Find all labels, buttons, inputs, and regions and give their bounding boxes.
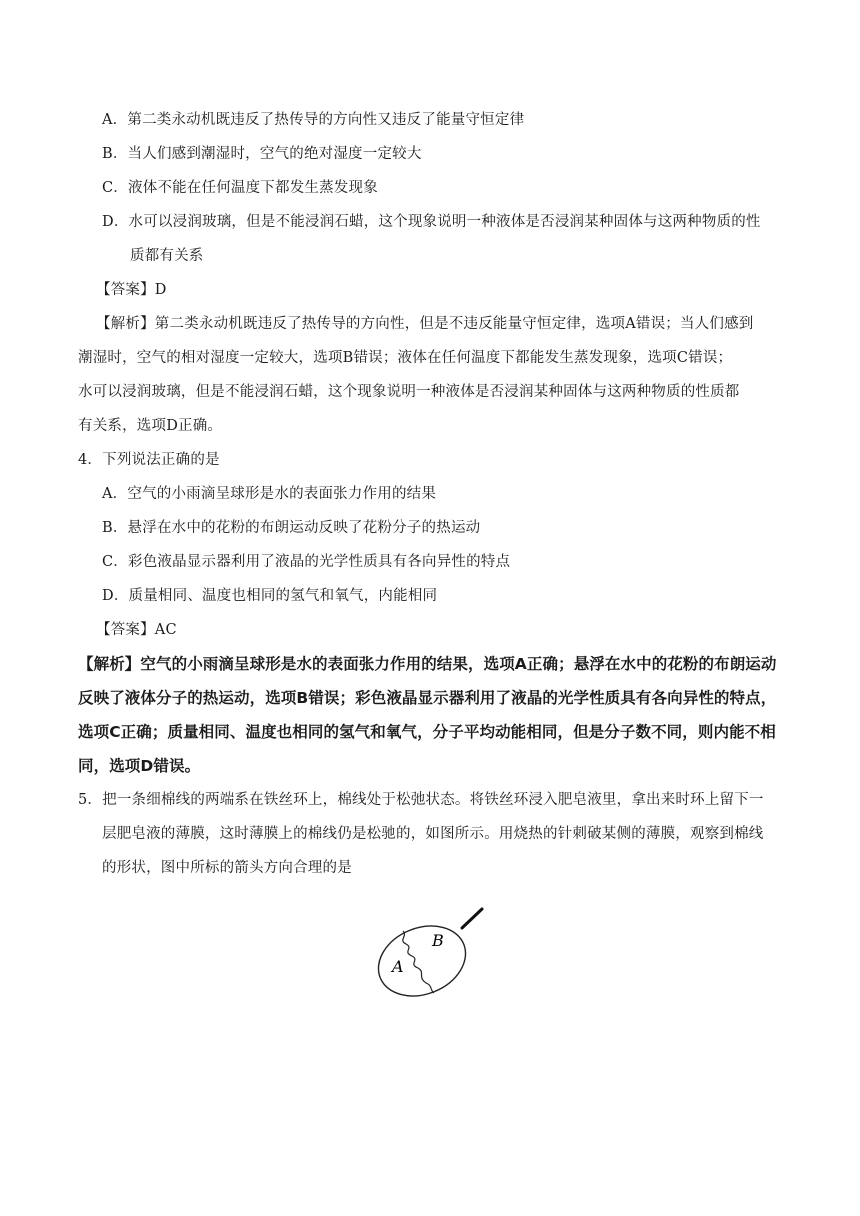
q3-option-b: B．当人们感到潮湿时，空气的绝对湿度一定较大 [102,146,422,162]
label-b: B [432,931,444,950]
q3-analysis-line: 有关系，选项D正确。 [78,418,223,434]
wire-ring [368,914,476,1002]
q4-answer: 【答案】AC [96,622,177,638]
q4-analysis-line: 反映了液体分子的热运动，选项B错误；彩色液晶显示器利用了液晶的光学性质具有各向异性的特点， [78,689,777,707]
q4-option-c: C．彩色液晶显示器利用了液晶的光学性质具有各向异性的特点 [102,554,511,570]
q4-analysis-line: 同，选项D错误。 [78,757,201,775]
q4-analysis-line [78,654,777,674]
q4-stem: 4．下列说法正确的是 [78,452,220,468]
q5-stem-line: 5．把一条细棉线的两端系在铁丝环上，棉线处于松弛状态。将铁丝环浸入肥皂液里，拿出来时环上留下一 [78,792,764,808]
q5-stem-line: 层肥皂液的薄膜，这时薄膜上的棉线仍是松驰的，如图所示。用烧热的针刺破某侧的薄膜，观察到棉线 [102,826,764,842]
wire-ring-figure [368,906,490,1002]
q4-option-b: B．悬浮在水中的花粉的布朗运动反映了花粉分子的热运动 [102,520,481,536]
q3-option-d: D．水可以浸润玻璃，但是不能浸润石蜡，这个现象说明一种液体是否浸润某种固体与这两种物质的性 [102,214,761,230]
q4-analysis-lead: 【解析】 [78,655,141,673]
q3-analysis-line: 潮湿时，空气的相对湿度一定较大，选项B错误；液体在任何温度下都能发生蒸发现象，选项C错误； [78,350,733,366]
wire-handle [462,909,482,928]
q5-stem-line: 的形状，图中所标的箭头方向合理的是 [102,860,352,876]
q3-analysis-line: 【解析】第二类永动机既违反了热传导的方向性，但是不违反能量守恒定律，选项A错误；当人们感到 [96,316,754,332]
label-a: A [392,957,404,976]
q4-analysis-line: 选项C正确；质量相同、温度也相同的氢气和氧气，分子平均动能相同，但是分子数不同，则内能不相 [78,723,776,741]
q4-option-d: D．质量相同、温度也相同的氢气和氧气，内能相同 [102,588,438,604]
q3-option-d-continued: 质都有关系 [130,248,204,264]
q4-option-a: A．空气的小雨滴呈球形是水的表面张力作用的结果 [102,486,437,502]
cotton-thread [403,931,434,993]
q4-analysis-text: 空气的小雨滴呈球形是水的表面张力作用的结果，选项A正确；悬浮在水中的花粉的布朗运动 [140,655,777,673]
q3-option-a: A．第二类永动机既违反了热传导的方向性又违反了能量守恒定律 [102,112,525,128]
q3-option-c: C．液体不能在任何温度下都发生蒸发现象 [102,180,378,196]
q3-answer: 【答案】D [96,282,167,298]
q3-analysis-line: 水可以浸润玻璃，但是不能浸润石蜡，这个现象说明一种液体是否浸润某种固体与这两种物质的性质都 [78,384,740,400]
